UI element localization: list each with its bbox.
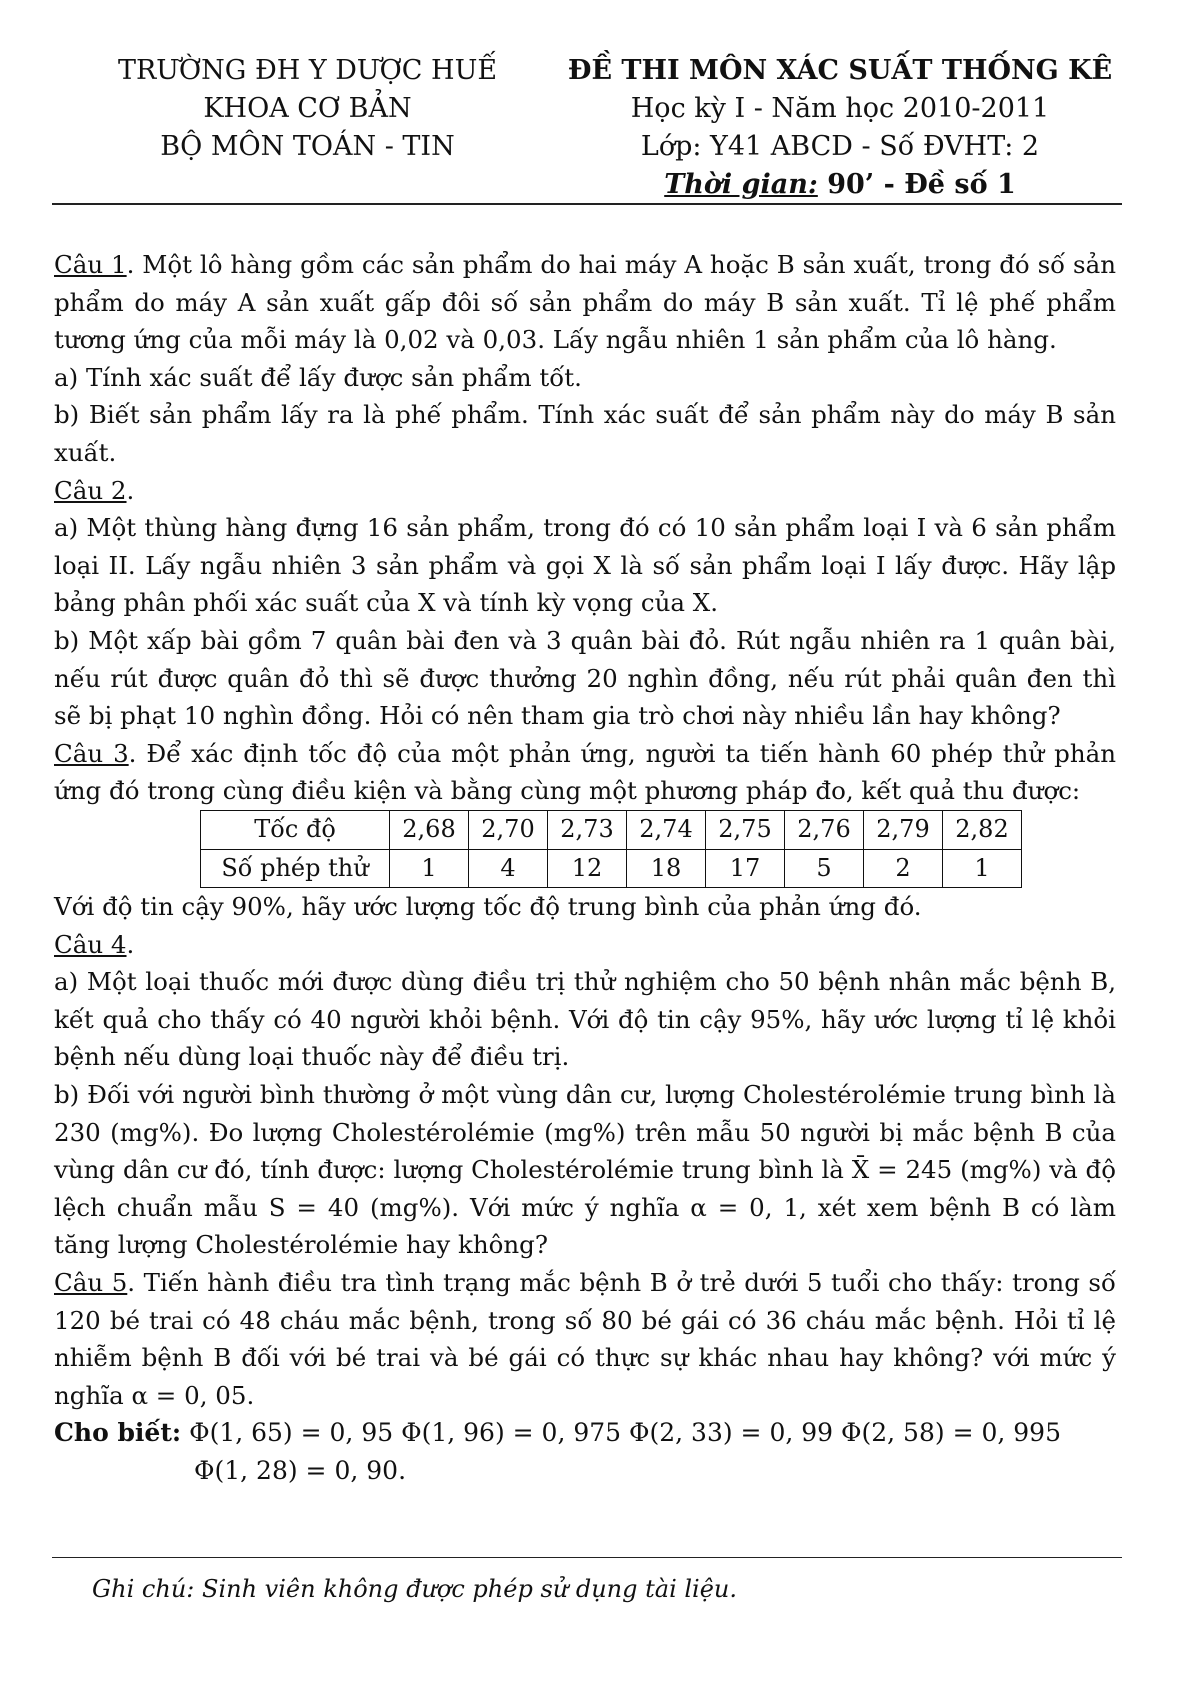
question-2-label-dot: . bbox=[126, 475, 135, 505]
question-2-heading bbox=[54, 472, 1116, 510]
university-name: TRƯỜNG ĐH Y DƯỢC HUẾ bbox=[117, 55, 498, 86]
question-4b: b) Đối với người bình thường ở một vùng dân cư, lượng Cholestérolémie trung bình là 230 (mg%). Đo lượng Cholestérolémie (mg%) trên mẫu 50 người bị mắc bệnh B của vùng dân cư đó, tính được: lượng Cholestérolémie trung bình là X̄ = 245 (mg%) và độ lệch chuẩn mẫu S = 40 (mg%). Với mức ý nghĩa α = 0, 1, xét xem bệnh B có làm tăng lượng Cholestérolémie hay không? bbox=[54, 1080, 1116, 1260]
question-1-text: . Một lô hàng gồm các sản phẩm do hai máy A hoặc B sản xuất, trong đó số sản phẩm do máy A sản xuất gấp đôi số sản phẩm do máy B sản xuất. Tỉ lệ phế phẩm tương ứng của mỗi máy là 0,02 và 0,03. Lấy ngẫu nhiên 1 sản phẩm của lô hàng. bbox=[54, 250, 1116, 355]
footer-divider bbox=[52, 1557, 1122, 1558]
question-1-intro bbox=[54, 246, 1116, 359]
table-cell: 2,74 bbox=[627, 810, 706, 849]
table-row-speed bbox=[201, 810, 1022, 849]
question-3-label: Câu 3 bbox=[54, 738, 129, 768]
header-divider bbox=[52, 203, 1122, 205]
question-4-heading bbox=[54, 926, 1116, 964]
table-cell: 2,68 bbox=[390, 810, 469, 849]
question-1-label: Câu 1 bbox=[54, 250, 127, 279]
question-4-label: Câu 4 bbox=[54, 929, 127, 959]
table-cell: 2 bbox=[864, 849, 943, 888]
table-row-header: Số phép thử bbox=[201, 849, 390, 888]
question-4-label-dot: . bbox=[126, 929, 135, 959]
given-label: Cho biết: bbox=[54, 1418, 182, 1448]
table-cell: 4 bbox=[469, 849, 548, 888]
given-line-1: Φ(1, 65) = 0, 95 Φ(1, 96) = 0, 975 Φ(2, 33) = 0, 99 Φ(2, 58) = 0, 995 bbox=[181, 1418, 1061, 1448]
given-values bbox=[54, 1414, 1116, 1452]
table-cell: 2,79 bbox=[864, 810, 943, 849]
table-cell: 2,82 bbox=[943, 810, 1022, 849]
exam-title: ĐỀ THI MÔN XÁC SUẤT THỐNG KÊ bbox=[567, 55, 1113, 86]
table-cell: 1 bbox=[943, 849, 1022, 888]
exam-class: Lớp: Y41 ABCD - Số ĐVHT: 2 bbox=[640, 131, 1040, 162]
exam-body bbox=[54, 246, 1116, 1490]
question-5-label: Câu 5 bbox=[54, 1268, 128, 1298]
table-cell: 2,70 bbox=[469, 810, 548, 849]
given-line-2: Φ(1, 28) = 0, 90. bbox=[194, 1456, 407, 1485]
question-3-intro bbox=[54, 735, 1116, 810]
question-5-text: . Tiến hành điều tra tình trạng mắc bệnh B ở trẻ dưới 5 tuổi cho thấy: trong số 120 bé trai có 48 cháu mắc bệnh, trong số 80 bé gái có 36 cháu mắc bệnh. Hỏi tỉ lệ nhiễm bệnh B đối với bé trai và bé gái có thực sự khác nhau hay không? với mức ý nghĩa α = 0, 05. bbox=[54, 1268, 1116, 1410]
reaction-speed-table bbox=[200, 810, 1022, 888]
table-cell: 5 bbox=[785, 849, 864, 888]
table-cell: 1 bbox=[390, 849, 469, 888]
question-4a: a) Một loại thuốc mới được dùng điều trị thử nghiệm cho 50 bệnh nhân mắc bệnh B, kết quả cho thấy có 40 người khỏi bệnh. Với độ tin cậy 95%, hãy ước lượng tỉ lệ khỏi bệnh nếu dùng loại thuốc này để điều trị. bbox=[54, 967, 1116, 1072]
header-left bbox=[105, 52, 510, 166]
question-3-task: Với độ tin cậy 90%, hãy ước lượng tốc độ trung bình của phản ứng đó. bbox=[54, 892, 922, 922]
footnote: Ghi chú: Sinh viên không được phép sử dụng tài liệu. bbox=[92, 1575, 738, 1603]
table-cell: 12 bbox=[548, 849, 627, 888]
exam-time-label: Thời gian: bbox=[664, 169, 818, 200]
exam-time bbox=[560, 166, 1120, 204]
department-name: BỘ MÔN TOÁN - TIN bbox=[160, 131, 455, 162]
question-2b: b) Một xấp bài gồm 7 quân bài đen và 3 quân bài đỏ. Rút ngẫu nhiên ra 1 quân bài, nếu rút được quân đỏ thì sẽ được thưởng 20 nghìn đồng, nếu rút phải quân đen thì sẽ bị phạt 10 nghìn đồng. Hỏi có nên tham gia trò chơi này nhiều lần hay không? bbox=[54, 625, 1116, 731]
question-3-text: . Để xác định tốc độ của một phản ứng, người ta tiến hành 60 phép thử phản ứng đó trong cùng điều kiện và bằng cùng một phương pháp đo, kết quả thu được: bbox=[54, 738, 1116, 806]
table-cell: 2,75 bbox=[706, 810, 785, 849]
table-row-trials bbox=[201, 849, 1022, 888]
table-cell: 2,76 bbox=[785, 810, 864, 849]
exam-term: Học kỳ I - Năm học 2010-2011 bbox=[630, 93, 1050, 124]
table-row-header: Tốc độ bbox=[201, 810, 390, 849]
table-cell: 18 bbox=[627, 849, 706, 888]
question-2a: a) Một thùng hàng đựng 16 sản phẩm, trong đó có 10 sản phẩm loại I và 6 sản phẩm loại II. Lấy ngẫu nhiên 3 sản phẩm và gọi X là số sản phẩm loại I lấy được. Hãy lập bảng phân phối xác suất của X và tính kỳ vọng của X. bbox=[54, 513, 1116, 618]
question-1b: b) Biết sản phẩm lấy ra là phế phẩm. Tính xác suất để sản phẩm này do máy B sản xuất. bbox=[54, 400, 1116, 467]
faculty-name: KHOA CƠ BẢN bbox=[203, 93, 412, 124]
table-cell: 17 bbox=[706, 849, 785, 888]
question-1a: a) Tính xác suất để lấy được sản phẩm tốt. bbox=[54, 362, 582, 392]
question-5 bbox=[54, 1264, 1116, 1414]
header-right bbox=[560, 52, 1120, 204]
table-cell: 2,73 bbox=[548, 810, 627, 849]
question-2-label: Câu 2 bbox=[54, 475, 127, 505]
exam-time-value: 90’ - Đề số 1 bbox=[817, 169, 1016, 200]
